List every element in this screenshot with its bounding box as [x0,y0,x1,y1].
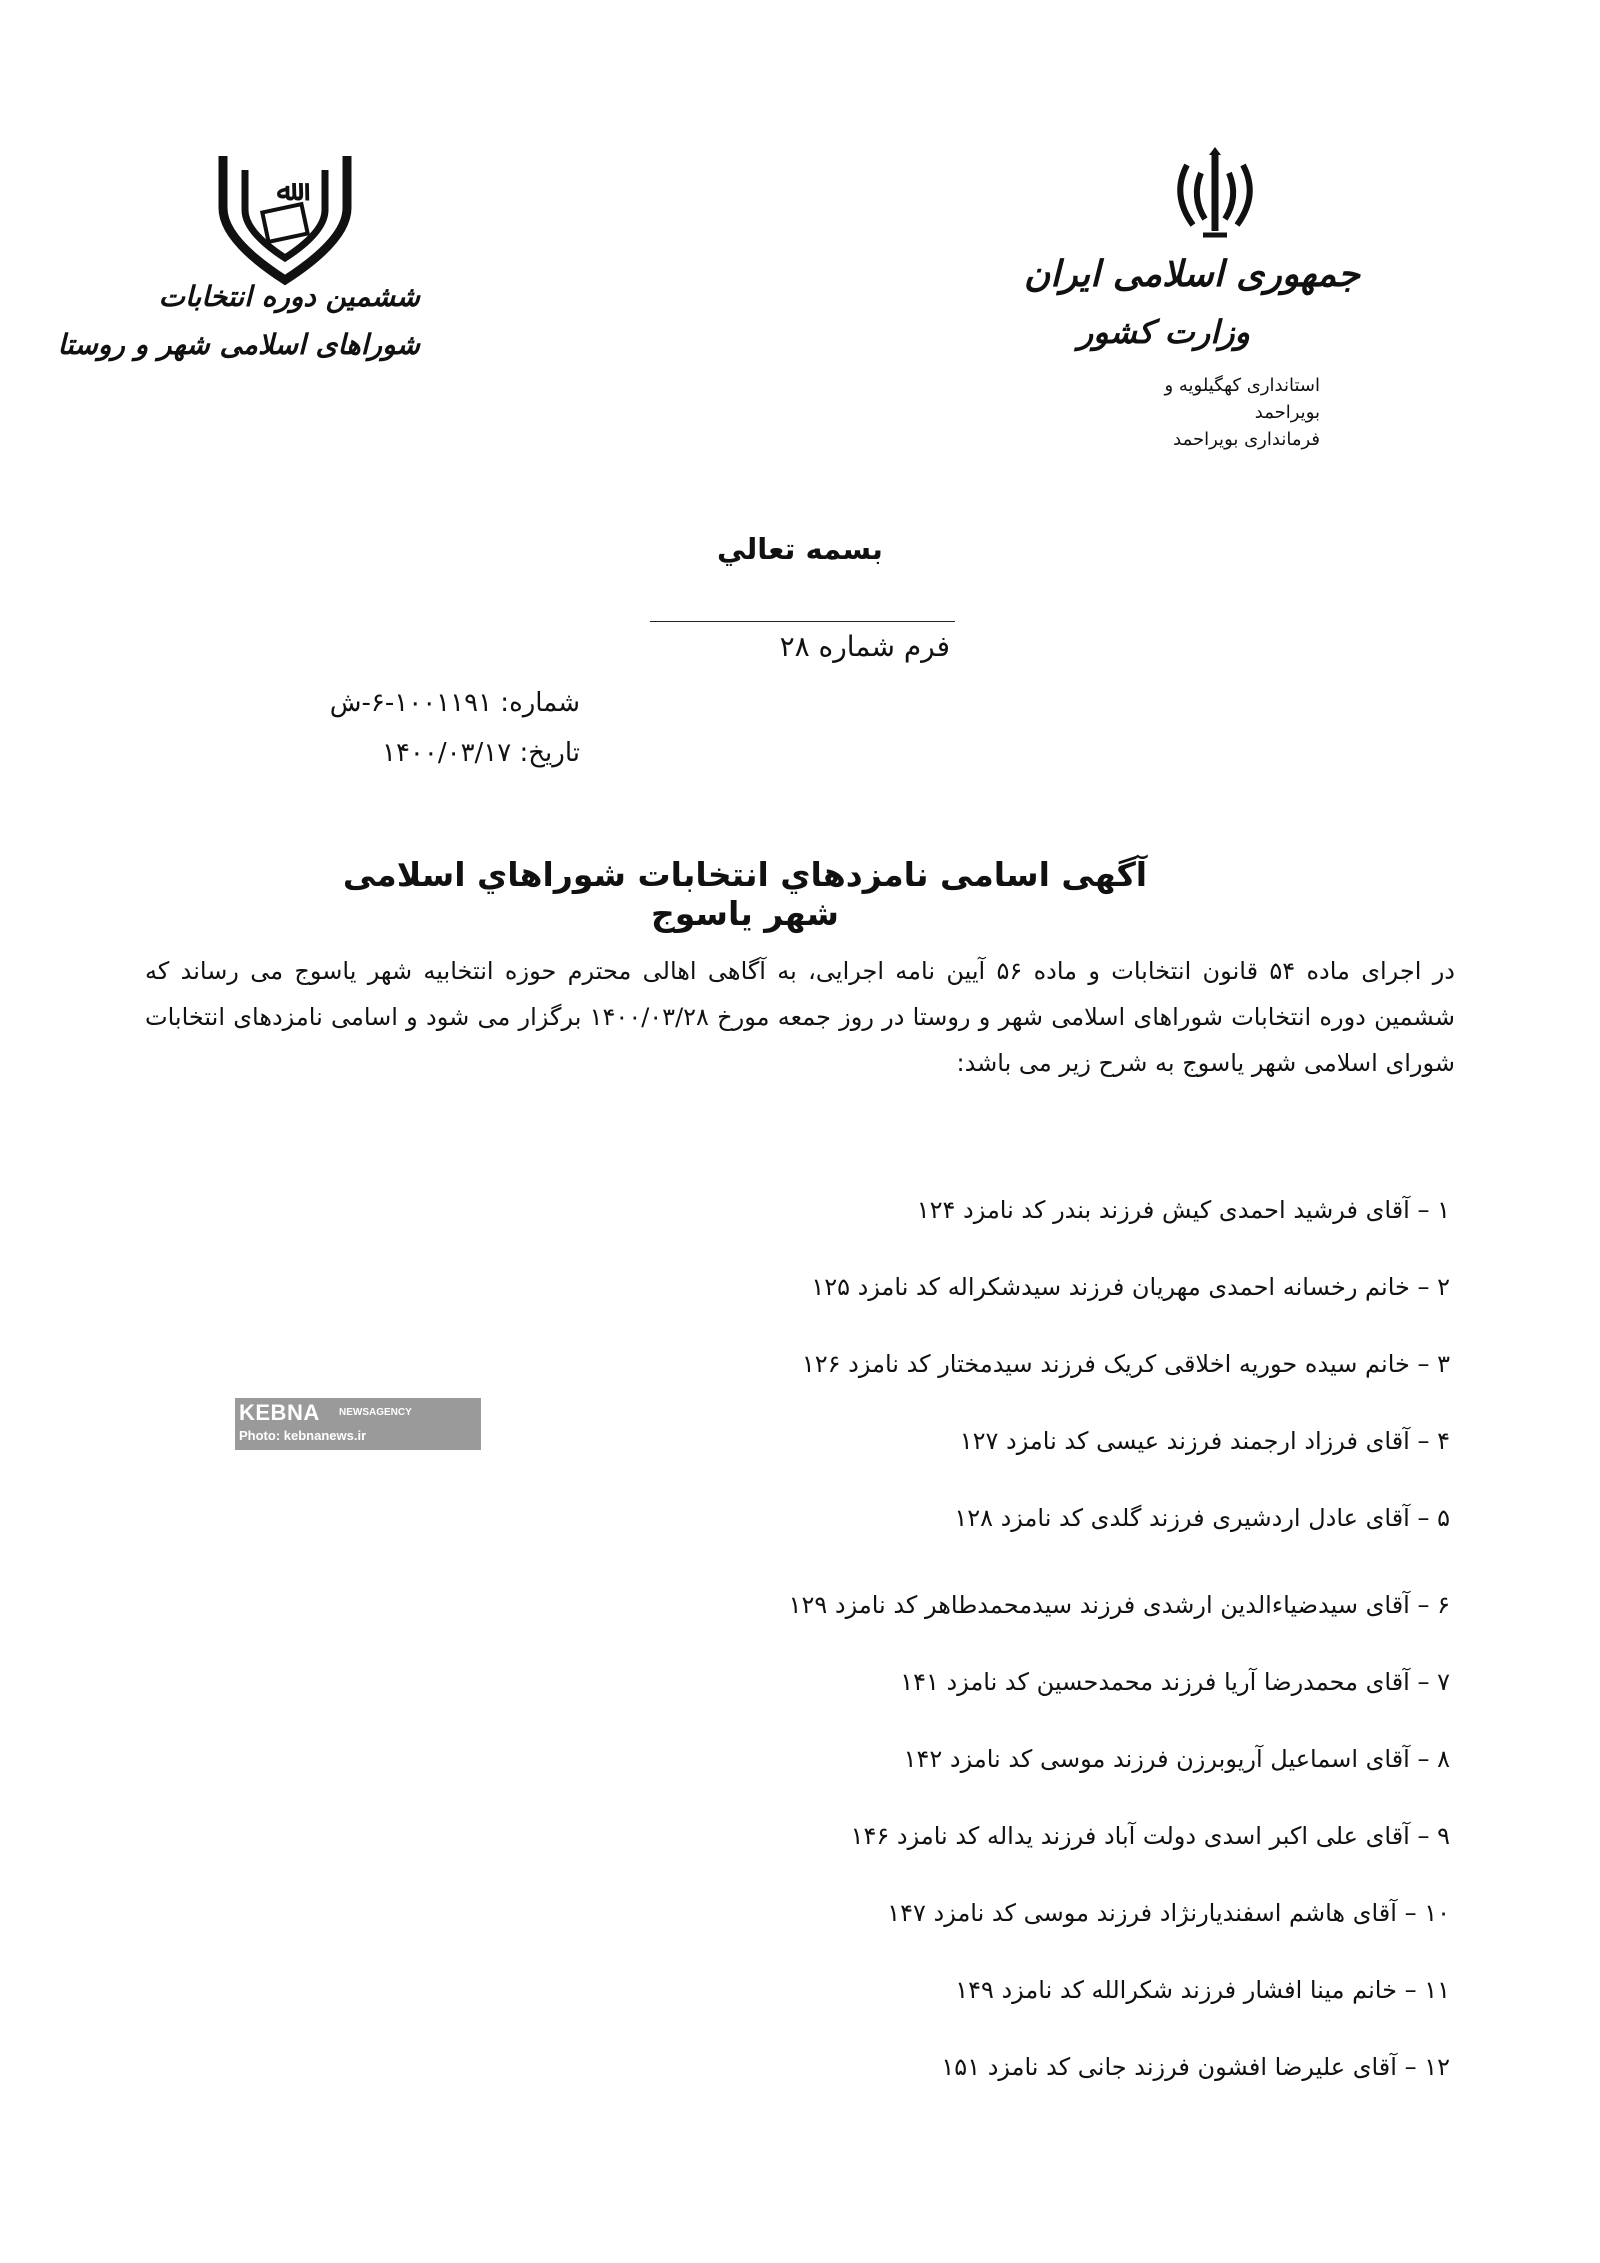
election-caption-line2: شوراهای اسلامی شهر و روستا [57,328,420,361]
candidate-item: ۴ – آقای فرزاد ارجمند فرزند عیسی کد نامزد ۱۲۷ [959,1427,1450,1455]
iran-emblem-icon [1165,145,1265,245]
kebna-watermark [235,1398,481,1450]
candidate-item: ۲ – خانم رخسانه احمدی مهریان فرزند سیدشکراله کد نامزد ۱۲۵ [811,1273,1450,1301]
candidate-item: ۱ – آقای فرشید احمدی کیش فرزند بندر کد نامزد ۱۲۴ [916,1196,1450,1224]
watermark-agency: NEWSAGENCY [339,1407,412,1418]
candidate-item: ۹ – آقای علی اکبر اسدی دولت آباد فرزند یداله کد نامزد ۱۴۶ [850,1822,1450,1850]
candidate-item: ۷ – آقای محمدرضا آریا فرزند محمدحسین کد نامزد ۱۴۱ [900,1668,1450,1696]
form-number: فرم شماره ۲۸ [779,630,950,663]
candidate-item: ۶ – آقای سیدضیاءالدین ارشدی فرزند سیدمحمدطاهر کد نامزد ۱۲۹ [788,1591,1450,1619]
governorate-line1: استانداری کهگیلویه و [1164,375,1320,396]
candidate-item: ۵ – آقای عادل اردشیری فرزند گلدی کد نامزد ۱۲۸ [954,1504,1450,1532]
republic-title: جمهوری اسلامی ایران [1023,253,1360,295]
governorate-line2: بویراحمد [1254,402,1320,423]
watermark-brand: KEBNA [239,1400,320,1425]
letter-date: تاریخ: ۱۴۰۰/۰۳/۱۷ [381,738,580,768]
election-caption-line1: ششمین دوره انتخابات [158,280,420,313]
form-divider [650,621,955,622]
svg-text:ﷲ: ﷲ [276,174,294,207]
notice-title: آگهی اسامی نامزدهاي انتخابات شوراهاي اسلامی شهر یاسوج [342,855,1148,933]
notice-body: در اجرای ماده ۵۴ قانون انتخابات و ماده ۵۶ آیین نامه اجرایی، به آگاهی اهالی محترم حوزه انتخابیه شهر یاسوج می رساند که ششمین دوره انتخابات شوراهای اسلامی شهر و روستا در روز جمعه مورخ ۱۴۰۰/۰۳/۲۸ برگزار می شود و اسامی نامزدهای انتخابات شورای اسلامی شهر یاسوج به شرح زیر می باشد: [145,957,1455,1077]
governorate-line3: فرمانداری بویراحمد [1173,429,1320,450]
candidate-list [620,1190,1450,2124]
bismillah-heading: بسمه تعالي [717,532,883,566]
candidate-item: ۸ – آقای اسماعیل آریوبرزن فرزند موسی کد نامزد ۱۴۲ [903,1745,1450,1773]
ministry-title: وزارت کشور [1077,313,1250,351]
candidate-item: ۱۱ – خانم مینا افشار فرزند شکرالله کد نامزد ۱۴۹ [955,1976,1450,2004]
watermark-photo-credit: Photo: kebnanews.ir [239,1428,367,1443]
letter-number: شماره: ۱۰۰۱۱۹۱-۶-ش [329,688,580,718]
ballot-box-icon [205,148,365,288]
ministry-emblem-block [1023,145,1360,465]
election-logo [57,148,420,418]
candidate-item: ۱۲ – آقای علیرضا افشون فرزند جانی کد نامزد ۱۵۱ [941,2053,1450,2081]
candidate-item: ۱۰ – آقای هاشم اسفندیارنژاد فرزند موسی کد نامزد ۱۴۷ [887,1899,1450,1927]
candidate-item: ۳ – خانم سیده حوریه اخلاقی کریک فرزند سیدمختار کد نامزد ۱۲۶ [801,1350,1450,1378]
